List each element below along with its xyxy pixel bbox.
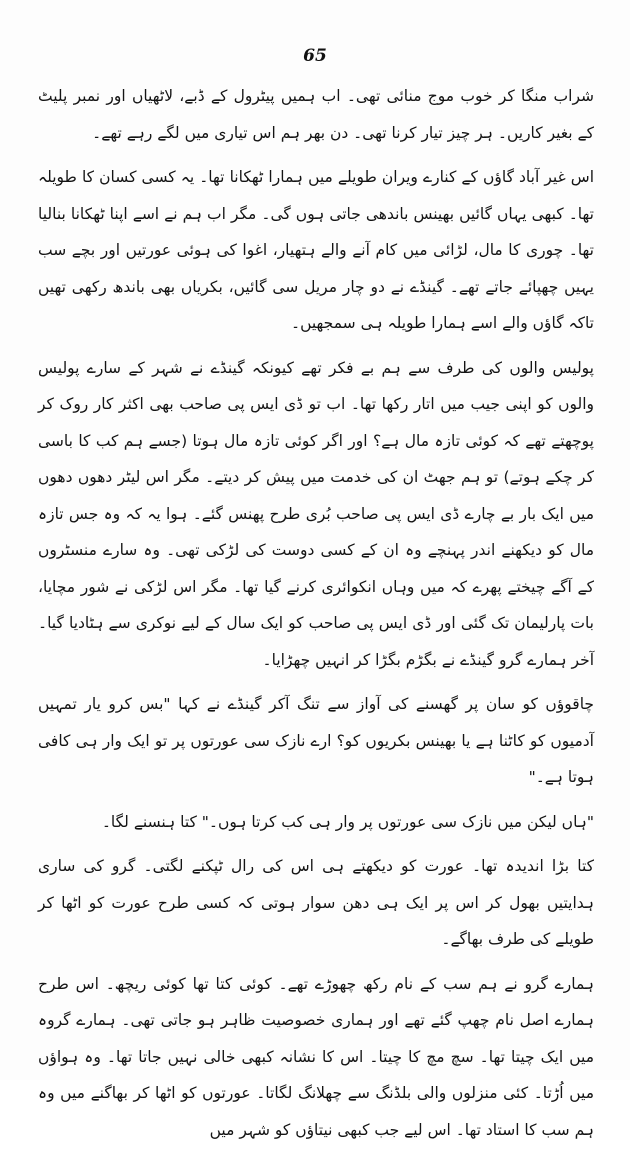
page-number: 65 bbox=[303, 46, 327, 66]
paragraph-6: کتا بڑا اندیدہ تھا۔ عورت کو دیکھتے ہی اس کی رال ٹپکنے لگتی۔ گرو کی ساری ہدایتیں بھول کر اس پر ایک ہی دھن سوار ہوتی کہ کسی طرح عورت کو اٹھا کر طویلے کی طرف بھاگے۔ bbox=[38, 857, 594, 948]
paragraph-4: چاقوؤں کو سان پر گھسنے کی آواز سے تنگ آکر گینڈے نے کہا "بس کرو یار تمہیں آدمیوں کو کاٹنا ہے یا بھینس بکریوں کو؟ ارے نازک سی عورتوں پر تو ایک وار ہی کافی ہوتا ہے۔" bbox=[38, 695, 594, 786]
paragraph-5: "ہاں لیکن میں نازک سی عورتوں پر وار ہی کب کرتا ہوں۔" کتا ہنسنے لگا۔ bbox=[101, 812, 594, 831]
paragraph-1: شراب منگا کر خوب موج منائی تھی۔ اب ہمیں پیٹرول کے ڈبے، لاٹھیاں اور نمبر پلیٹ کے بغیر کاریں۔ ہر چیز تیار کرنا تھی۔ دن بھر ہم اس تیاری میں لگے رہے تھے۔ bbox=[38, 87, 594, 142]
paragraph-2: اس غیر آباد گاؤں کے کنارے ویران طویلے میں ہمارا ٹھکانا تھا۔ یہ کسی کسان کا طویلہ تھا۔ کبھی یہاں گائیں بھینس باندھی جاتی ہوں گی۔ مگر اب ہم نے اسے اپنا ٹھکانا بنالیا تھا۔ چوری کا مال، لڑائی میں کام آنے والے ہتھیار، اغوا کی ہوئی عورتیں اور بچے سب یہیں چھپائے جاتے تھے۔ گینڈے نے دو چار مریل سی گائیں، بکریاں بھی باندھ رکھی تھیں تاکہ گاؤں والے اسے ہمارا طویلہ ہی سمجھیں۔ bbox=[38, 168, 594, 332]
paragraph-7: ہمارے گرو نے ہم سب کے نام رکھ چھوڑے تھے۔ کوئی کتا تھا کوئی ریچھ۔ اس طرح ہمارے اصل نام چھپ گئے تھے اور ہماری خصوصیت ظاہر ہو جاتی تھی۔ ہمارے گروہ میں ایک چیتا تھا۔ سچ مچ کا چیتا۔ اس کا نشانہ کبھی خالی نہیں جاتا تھا۔ وہ ہواؤں میں اُڑتا۔ کئی منزلوں والی بلڈنگ سے چھلانگ لگاتا۔ عورتوں کو اٹھا کر بھاگنے میں وہ ہم سب کا استاد تھا۔ اس لیے جب کبھی نیتاؤں کو شہر میں bbox=[38, 974, 594, 1139]
paragraph-3: پولیس والوں کی طرف سے ہم بے فکر تھے کیونکہ گینڈے نے شہر کے سارے پولیس والوں کو اپنی جیب میں اتار رکھا تھا۔ اب تو ڈی ایس پی صاحب بھی اکثر کار روک کر پوچھتے تھے کہ کوئی تازہ مال ہے؟ اور اگر کوئی تازہ مال ہوتا (جسے ہم کب کا باسی کر چکے ہوتے) تو ہم جھٹ ان کی خدمت میں پیش کر دیتے۔ مگر اس لیٹر دھوں دھوں میں ایک بار بے چارے ڈی ایس پی صاحب بُری طرح پھنس گئے۔ ہوا یہ کہ وہ جس تازہ مال کو دیکھنے اندر پہنچے وہ ان کے کسی دوست کی لڑکی تھی۔ وہ سارے منسٹروں کے آگے چیختے پھرے کہ میں وہاں انکوائری کرنے گیا تھا۔ مگر اس لڑکی نے شور مچایا، بات پارلیمان تک گئی اور ڈی ایس پی صاحب کو ایک سال کے لیے نوکری سے ہٹادیا گیا۔ آخر ہمارے گرو گینڈے نے بگڑم بگڑا کر انہیں چھڑایا۔ bbox=[38, 358, 594, 669]
page-body-text bbox=[38, 78, 594, 1156]
